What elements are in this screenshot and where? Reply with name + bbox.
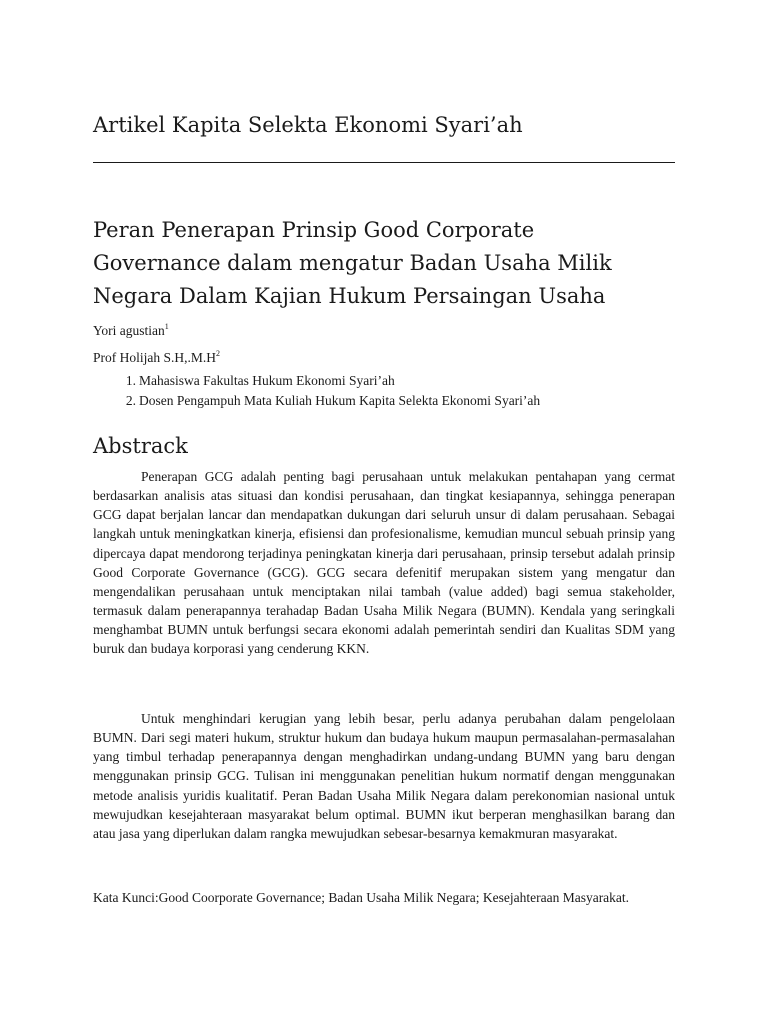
author-footnote-mark: 1 (164, 322, 169, 331)
article-title-line: Governance dalam mengatur Badan Usaha Milik (93, 251, 612, 275)
journal-header-title: Artikel Kapita Selekta Ekonomi Syari’ah (93, 113, 523, 137)
header-divider (93, 162, 675, 163)
author-name: Prof Holijah S.H,.M.H (93, 350, 217, 365)
keywords: Kata Kunci:Good Coorporate Governance; Badan Usaha Milik Negara; Kesejahteraan Masyarakat. (93, 890, 630, 905)
affiliation-text: Mahasiswa Fakultas Hukum Ekonomi Syari’ah (139, 373, 395, 388)
abstract-paragraph: Penerapan GCG adalah penting bagi perusahaan untuk melakukan pentahapan yang cermat berdasarkan analisis atas situasi dan kondisi perusahaan, dan tingkat kesiapannya, sehingga penerapan GCG dapat berjalan lancar dan mendapatkan dukungan dari seluruh unsur di dalam perusahaan. Sebagai langkah untuk meningkatkan kinerja, efisiensi dan profesionalisme, kemudian muncul sebuah prinsip yang dipercaya dapat mendorong terjadinya peningkatan kinerja dari perusahaan, prinsip tersebut adalah prinsip Good Corporate Governance (GCG). GCG secara defenitif merupakan sistem yang mengatur dan mengendalikan perusahaan untuk menciptakan nilai tambah (value added) bagi semua stakeholder, termasuk dalam penerapannya terahadap Badan Usaha Milik Negara (BUMN). Kendala yang seringkali menghambat BUMN untuk berfungsi secara ekonomi adalah pemerintah sendiri dan Kualitas SDM yang buruk dan budaya korporasi yang cenderung KKN. (93, 469, 675, 657)
affiliation-number: 2. (125, 393, 136, 408)
author-name: Yori agustian (93, 323, 165, 338)
author-footnote-mark: 2 (216, 349, 221, 358)
author-2 (93, 345, 220, 367)
affiliation-number: 1. (125, 373, 136, 388)
article-title (93, 214, 675, 313)
affiliation-item (93, 391, 540, 411)
author-1 (93, 318, 169, 340)
affiliation-text: Dosen Pengampuh Mata Kuliah Hukum Kapita Selekta Ekonomi Syari’ah (139, 393, 541, 408)
article-title-line: Peran Penerapan Prinsip Good Corporate (93, 218, 535, 242)
article-title-line: Negara Dalam Kajian Hukum Persaingan Usaha (93, 284, 606, 308)
affiliation-list (93, 371, 540, 411)
affiliation-item (93, 371, 540, 391)
abstract-heading: Abstrack (93, 434, 188, 458)
abstract-paragraph: Untuk menghindari kerugian yang lebih besar, perlu adanya perubahan dalam pengelolaan BUMN. Dari segi materi hukum, struktur hukum dan budaya hukum maupun permasalahan-permasalahan yang timbul terhadap penerapannya dengan menghadirkan undang-undang BUMN yang baru dengan menggunakan prinsip GCG. Tulisan ini menggunakan penelitian hukum normatif dengan menggunakan metode analisis yuridis kualitatif. Peran Badan Usaha Milik Negara dalam perekonomian nasional untuk mewujudkan kesejahteraan masyarakat belum optimal. BUMN ikut berperan menghasilkan barang dan atau jasa yang diperlukan dalam rangka mewujudkan sebesar-besarnya kemakmuran masyarakat. (93, 711, 675, 841)
